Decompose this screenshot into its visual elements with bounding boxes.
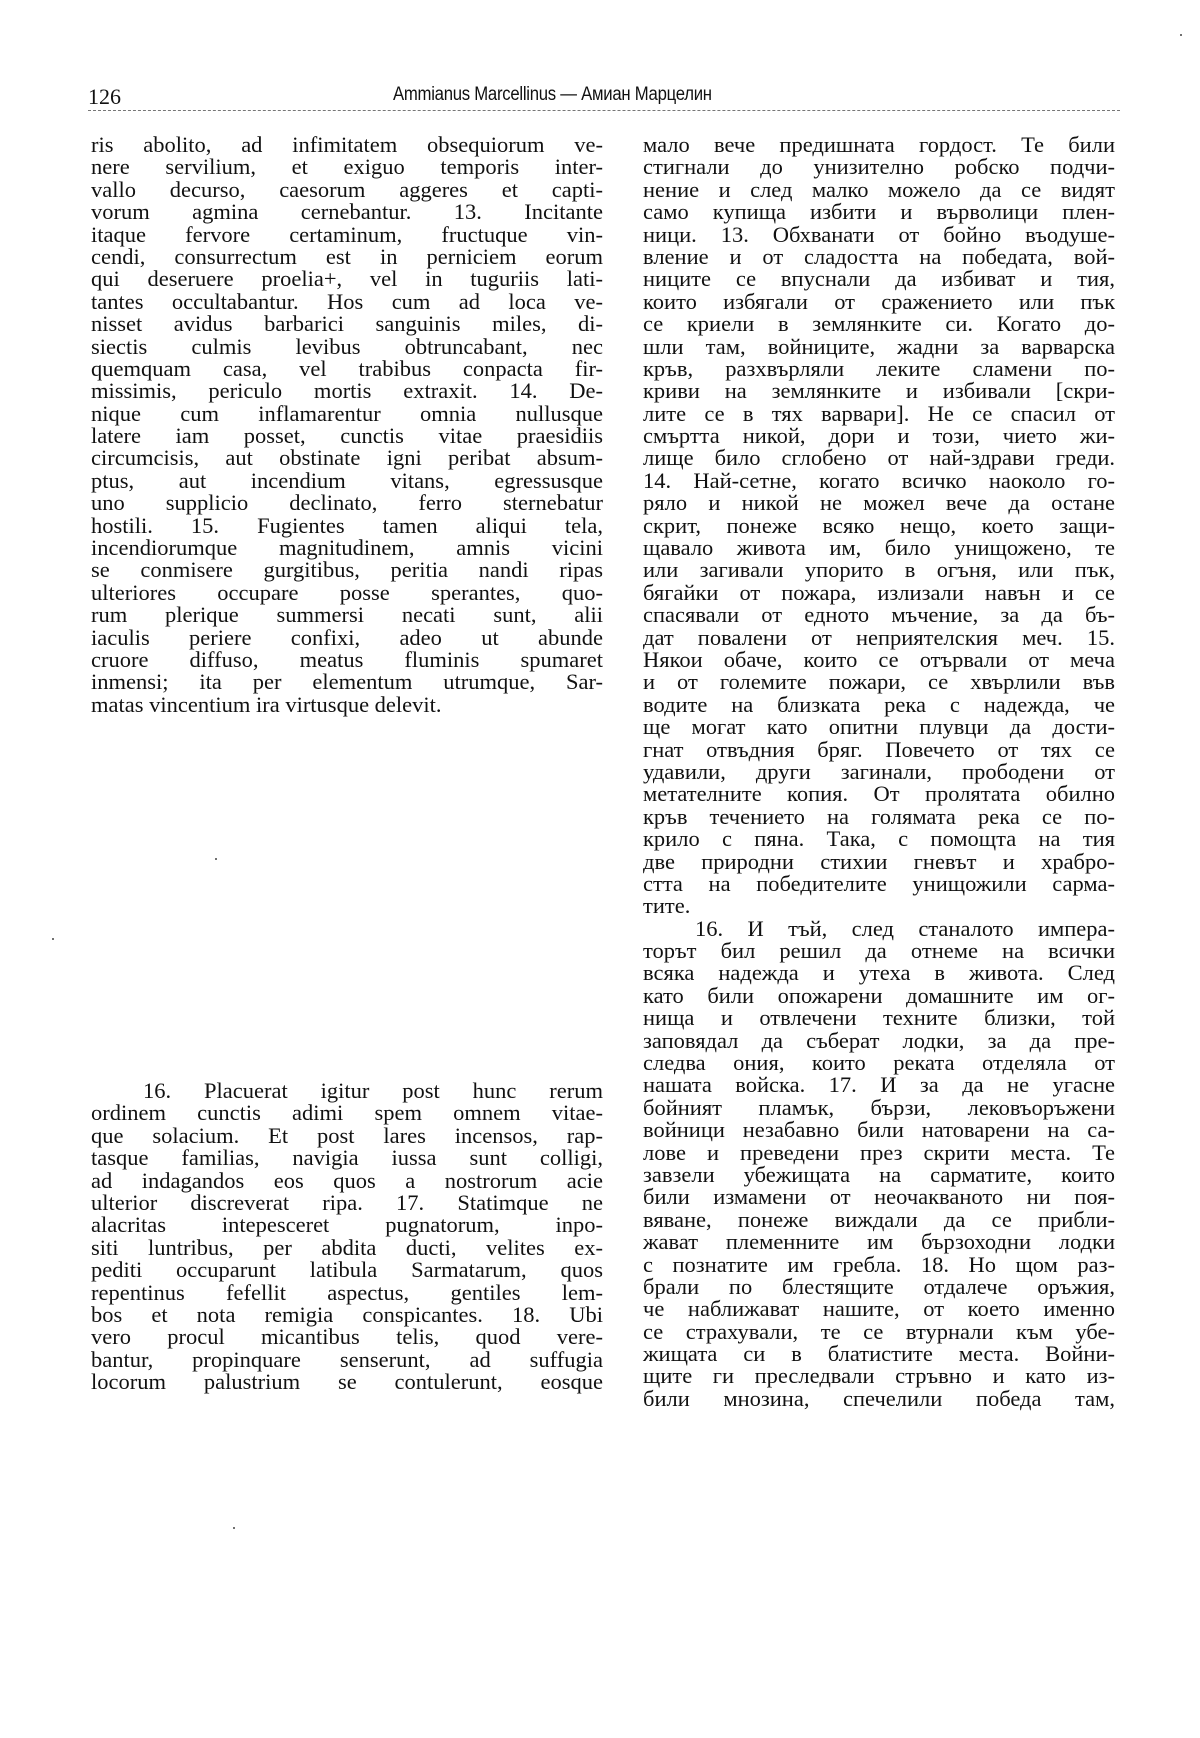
text-line: incendiorumque magnitudinem, amnis vicini — [91, 535, 603, 561]
text-line: тите. — [643, 893, 691, 919]
text-line: завзели убежищата на сарматите, които — [643, 1161, 1115, 1187]
text-line: удавили, други загинали, прободени от — [643, 758, 1115, 784]
running-header — [88, 84, 1120, 108]
text-line: щите ги преследвали стръвно и като из- — [643, 1363, 1115, 1389]
text-line: спасявали от едното мъчение, за да бъ- — [643, 602, 1115, 628]
text-line: latere iam posset, cunctis vitae praesidiis — [91, 423, 603, 449]
text-line: missimis, periculo mortis extraxit. 14. De- — [91, 378, 603, 404]
text-line: qui deseruere proelia+, vel in tuguriis lati- — [91, 266, 603, 292]
text-line: tantes occultabantur. Hos cum ad loca ve- — [91, 288, 603, 314]
text-line: жават племенните им бързоходни лодки — [643, 1229, 1115, 1255]
text-line: торът бил решил да отнеме на всички — [643, 938, 1115, 964]
text-line: лище било сглобено от най-здрави греди. — [643, 445, 1115, 471]
text-line: водите на близката река с надежда, че — [643, 691, 1115, 717]
text-line: че наближават нашите, от което именно — [643, 1296, 1115, 1322]
text-line: uno supplicio declinato, ferro sternebatur — [91, 490, 603, 516]
text-line: ще могат като опитни плувци да дости- — [643, 714, 1115, 740]
text-line: вление и от сладостта на победата, вой- — [643, 243, 1115, 269]
text-line: войници незабавно били натоварени на са- — [643, 1117, 1115, 1143]
text-line: ordinem cunctis adimi spem omnem vitae- — [91, 1100, 603, 1126]
text-line: крило с пяна. Така, с помощта на тия — [643, 826, 1115, 852]
text-line: nere servilium, et exiguo temporis inter- — [91, 154, 603, 180]
text-line: лове и преведени през скрити места. Те — [643, 1139, 1115, 1165]
text-line: ptus, aut incendium vitans, egressusque — [91, 467, 603, 493]
text-line: бягайки от пожара, излизали навън и се — [643, 579, 1115, 605]
text-line: se conmisere gurgitibus, peritia nandi ripas — [91, 557, 603, 583]
text-line: tasque familias, navigia iussa sunt colligi, — [91, 1145, 603, 1171]
text-line: nisset avidus barbarici sanguinis miles, di- — [91, 311, 603, 337]
text-line: ulterior discreverat ripa. 17. Statimque ne — [91, 1189, 603, 1215]
text-line: се страхували, те се втурнали към убе- — [643, 1318, 1115, 1344]
text-line: стта на победителите унищожили сарма- — [643, 870, 1115, 896]
text-line: се криели в землянките си. Когато до- — [643, 311, 1115, 337]
latin-column-block-1 — [91, 134, 603, 716]
text-line: 16. И тъй, след станалото импера- — [695, 915, 1115, 941]
text-line: криви на землянките и избивали [скри- — [643, 378, 1115, 404]
text-line: мало вече предишната гордост. Те били — [643, 132, 1115, 157]
text-line: всяка надежда и утеха в живота. След — [643, 960, 1115, 986]
text-line: repentinus fefellit aspectus, gentiles lem- — [91, 1279, 603, 1305]
text-line: bantur, propinquare senserunt, ad suffugia — [91, 1346, 603, 1372]
text-line: които избягали от сражението или пък — [643, 288, 1115, 314]
text-line: нашата войска. 17. И за да не угасне — [643, 1072, 1115, 1098]
text-line: 14. Най-сетне, когато всичко наоколо го- — [643, 467, 1115, 493]
text-line: ulteriores occupare posse sperantes, quo- — [91, 579, 603, 605]
text-line: ниците се впуснали да избиват и тия, — [643, 266, 1115, 292]
text-line: с познатите им гребла. 18. Но щом раз- — [643, 1251, 1115, 1277]
header-rule — [88, 110, 1120, 111]
text-line: vallo decurso, caesorum aggeres et capti- — [91, 176, 603, 202]
text-line: кръв течението на голямата река се по- — [643, 803, 1115, 829]
text-line: следва ония, които реката отделяла от — [643, 1050, 1115, 1076]
text-line: Някои обаче, които се отървали от меча — [643, 646, 1115, 672]
text-line: que solacium. Et post lares incensos, rap- — [91, 1122, 603, 1148]
text-line: нища и отвлечени техните близки, той — [643, 1005, 1115, 1031]
text-line: locorum palustrium se contulerunt, eosque — [91, 1369, 603, 1395]
scan-speck — [233, 1527, 235, 1529]
latin-column-block-2 — [91, 1080, 603, 1393]
scan-speck — [215, 858, 217, 860]
text-line: circumcisis, aut obstinate igni peribat absum- — [91, 445, 603, 471]
text-line: matas vincentium ira virtusque delevit. — [91, 691, 442, 717]
text-line: rum plerique summersi necati sunt, alii — [91, 602, 603, 628]
text-line: itaque fervore certaminum, fructuque vin- — [91, 221, 603, 247]
text-line: гнат отвъдния бряг. Повечето от тях се — [643, 736, 1115, 762]
text-line: iaculis periere confixi, adeo ut abunde — [91, 624, 603, 650]
text-line: hostili. 15. Fugientes tamen aliqui tela, — [91, 512, 603, 538]
text-line: или загивали упорито в огъня, или пък, — [643, 557, 1115, 583]
text-line: само купища избити и върволици плен- — [643, 199, 1115, 225]
text-line: 16. Placuerat igitur post hunc rerum — [143, 1078, 603, 1103]
text-line: alacritas intepesceret pugnatorum, inpo- — [91, 1212, 603, 1238]
text-line: брали по блестящите отдалече оръжия, — [643, 1273, 1115, 1299]
text-line: лите се в тях варвари]. Не се спасил от — [643, 400, 1115, 426]
running-title: Ammianus Marcellinus — Амиан Марцелин — [393, 84, 712, 105]
page-number: 126 — [88, 84, 121, 109]
scan-speck — [52, 938, 54, 940]
text-line: quemquam casa, vel trabibus conpacta fir- — [91, 355, 603, 381]
text-line: скрит, понеже всяко нещо, което защи- — [643, 512, 1115, 538]
text-line: ad indagandos eos quos a nostrorum acie — [91, 1167, 603, 1193]
text-line: и от големите пожари, се хвърлили във — [643, 669, 1115, 695]
text-line: cruore diffuso, meatus fluminis spumaret — [91, 646, 603, 672]
text-line: nique cum inflamarentur omnia nullusque — [91, 400, 603, 426]
text-line: дат повалени от неприятелския меч. 15. — [643, 624, 1115, 650]
text-line: pediti occuparunt latibula Sarmatarum, quos — [91, 1257, 603, 1283]
text-line: ряло и никой не можел вече да остане — [643, 490, 1115, 516]
text-line: cendi, consurrectum est in perniciem eorum — [91, 243, 603, 269]
text-line: жищата си в блатистите места. Войни- — [643, 1341, 1115, 1367]
text-line: като били опожарени домашните им ог- — [643, 982, 1115, 1008]
text-line: били мнозина, спечелили победа там, — [643, 1385, 1115, 1411]
text-line: шли там, войниците, жадни за варварска — [643, 333, 1115, 359]
text-line: смъртта никой, дори и този, чието жи- — [643, 423, 1115, 449]
text-line: метателните копия. От пролятата обилно — [643, 781, 1115, 807]
text-line: две природни стихии гневът и храбро- — [643, 848, 1115, 874]
text-line: siti luntribus, per abdita ducti, velites ex- — [91, 1234, 603, 1260]
text-line: siectis culmis levibus obtruncabant, nec — [91, 333, 603, 359]
text-line: бойният пламък, бързи, лековъоръжени — [643, 1094, 1115, 1120]
text-line: inmensi; ita per elementum utrumque, Sar- — [91, 669, 603, 695]
bulgarian-column — [643, 134, 1115, 1410]
text-line: щавало живота им, било унищожено, те — [643, 535, 1115, 561]
text-line: били измамени от неочакваното ни поя- — [643, 1184, 1115, 1210]
text-line: ris abolito, ad infimitatem obsequiorum ve- — [91, 132, 603, 157]
text-line: кръв, разхвърляли леките сламени по- — [643, 355, 1115, 381]
text-line: bos et nota remigia conspicantes. 18. Ubi — [91, 1301, 603, 1327]
scan-speck — [1180, 34, 1182, 36]
text-line: вяване, понеже виждали да се прибли- — [643, 1206, 1115, 1232]
text-line: vorum agmina cernebantur. 13. Incitante — [91, 199, 603, 225]
text-line: заповядал да съберат лодки, за да пре- — [643, 1027, 1115, 1053]
text-line: ници. 13. Обхванати от бойно въодуше- — [643, 221, 1115, 247]
text-line: стигнали до унизително робско подчи- — [643, 154, 1115, 180]
text-line: vero procul micantibus telis, quod vere- — [91, 1324, 603, 1350]
text-line: нение и след малко можело да се видят — [643, 176, 1115, 202]
